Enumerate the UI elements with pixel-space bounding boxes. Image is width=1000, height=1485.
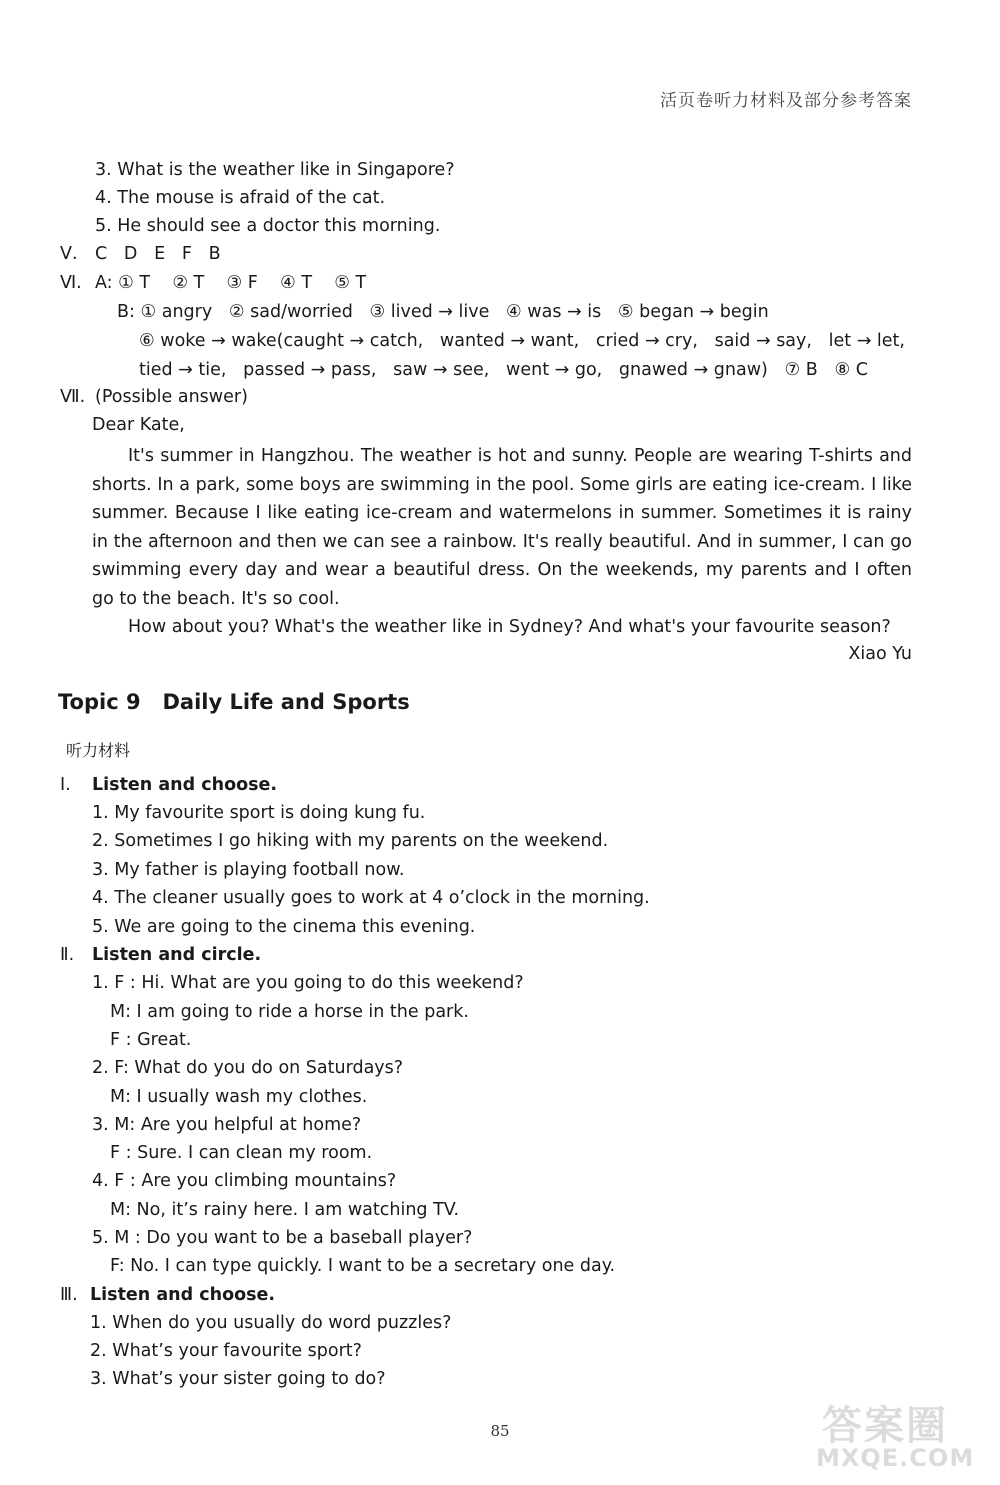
- letter-paragraph: How about you? What's the weather like in Sydney? And what's your favourite season?: [128, 617, 891, 637]
- dialogue-line: F: No. I can type quickly. I want to be a secretary one day.: [110, 1256, 616, 1276]
- page-number: 85: [490, 1422, 510, 1440]
- section-number: Ⅱ.: [60, 945, 75, 965]
- letter-paragraph: It's summer in Hangzhou. The weather is hot and sunny. People are wearing T-shirts and shorts. In a park, some boys are swimming in the pool. Some girls are eating ice-cream. I like summer. Because I like eating ice-cream and watermelons in summer. Sometimes it is rainy in the afternoon and then we can see a rainbow. It's really beautiful. And in summer, I can go swimming every day and wear a beautiful dress. On the weekends, my parents and I often go to the beach. It's so cool.: [92, 446, 912, 609]
- answer-line: C D E F B: [95, 244, 221, 264]
- answer-line: 3. What is the weather like in Singapore?: [95, 160, 455, 180]
- watermark-logo: [808, 1394, 978, 1472]
- section-number: Ⅴ.: [60, 244, 78, 264]
- list-item: 2. What’s your favourite sport?: [90, 1341, 362, 1361]
- topic-title: Topic 9 Daily Life and Sports: [58, 690, 410, 714]
- dialogue-line: 5. M : Do you want to be a baseball player?: [92, 1228, 473, 1248]
- dialogue-line: 4. F : Are you climbing mountains?: [92, 1171, 397, 1191]
- watermark-url: MXQE.COM: [816, 1444, 975, 1472]
- list-item: 2. Sometimes I go hiking with my parents on the weekend.: [92, 831, 609, 851]
- running-header: 活页卷听力材料及部分参考答案: [660, 91, 912, 111]
- answer-line: B: ① angry ② sad/worried ③ lived → live ④ was → is ⑤ began → begin: [117, 302, 769, 322]
- section-heading: Listen and circle.: [92, 945, 262, 965]
- section-heading: Listen and choose.: [92, 775, 278, 795]
- section-heading: Listen and choose.: [90, 1285, 276, 1305]
- section-number: Ⅰ.: [60, 775, 71, 795]
- letter-signature: Xiao Yu: [848, 644, 912, 664]
- dialogue-line: F : Great.: [110, 1030, 192, 1050]
- subtitle: 听力材料: [66, 741, 131, 760]
- dialogue-line: F : Sure. I can clean my room.: [110, 1143, 373, 1163]
- list-item: 1. My favourite sport is doing kung fu.: [92, 803, 426, 823]
- dialogue-line: M: No, it’s rainy here. I am watching TV.: [110, 1200, 460, 1220]
- section-number: Ⅶ.: [60, 387, 86, 407]
- answer-line: ⑥ woke → wake(caught → catch, wanted → want, cried → cry, said → say, let → let,: [139, 331, 905, 351]
- answer-line: tied → tie, passed → pass, saw → see, went → go, gnawed → gnaw) ⑦ B ⑧ C: [139, 360, 868, 380]
- dialogue-line: M: I am going to ride a horse in the park.: [110, 1002, 469, 1022]
- dialogue-line: M: I usually wash my clothes.: [110, 1087, 368, 1107]
- answer-line: 5. He should see a doctor this morning.: [95, 216, 441, 236]
- answer-line: A: ① T ② T ③ F ④ T ⑤ T: [95, 273, 367, 293]
- list-item: 1. When do you usually do word puzzles?: [90, 1313, 452, 1333]
- letter-greeting: Dear Kate,: [92, 415, 185, 435]
- dialogue-line: 3. M: Are you helpful at home?: [92, 1115, 362, 1135]
- dialogue-line: 2. F: What do you do on Saturdays?: [92, 1058, 404, 1078]
- dialogue-line: 1. F : Hi. What are you going to do this weekend?: [92, 973, 524, 993]
- list-item: 4. The cleaner usually goes to work at 4 o’clock in the morning.: [92, 888, 650, 908]
- answer-line: 4. The mouse is afraid of the cat.: [95, 188, 386, 208]
- answer-label: (Possible answer): [95, 387, 248, 407]
- list-item: 3. What’s your sister going to do?: [90, 1369, 386, 1389]
- list-item: 3. My father is playing football now.: [92, 860, 405, 880]
- section-number: Ⅵ.: [60, 273, 82, 293]
- section-number: Ⅲ.: [60, 1285, 78, 1305]
- list-item: 5. We are going to the cinema this evening.: [92, 917, 476, 937]
- watermark-text: 答案圈: [822, 1403, 948, 1449]
